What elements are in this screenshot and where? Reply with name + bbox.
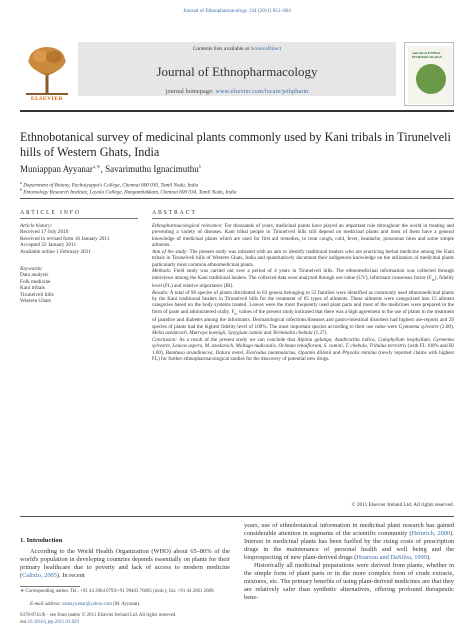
introduction-right-paragraph: years, use of ethnobotanical information in medicinal plant research has gained considerable attention in segments of the scientific community (Heinrich, 2000). Interest in medicinal plants has been fuelled by the rising costs of prescription drugs in the maintenance of personal health and well being and the bioprospecting of new plant-derived drugs (Hoareau and DaSilva, 1999). Historically all medicinal preparations were derived from plants, whether in the simple form of plant parts or in the more complex form of crude extracts, mixtures, etc. The primary benefits of using plant-derived medicines are that they are relatively safer than synthetic alternatives, offering profound therapeutic bene- bbox=[244, 522, 454, 602]
author-2: Savarimuthu Ignacimuthu bbox=[105, 164, 199, 174]
elsevier-tree-logo bbox=[20, 42, 74, 98]
corresponding-author-note: ∗ Corresponding author. Tel.: +91 44 2664 0793/+91 99403 76005 (mob.); fax: +91 44 2661 2689. bbox=[20, 589, 215, 594]
revised-date: Received in revised form 16 January 2011 bbox=[20, 235, 110, 242]
accepted-date: Accepted 22 January 2011 bbox=[20, 242, 77, 249]
journal-title: Journal of Ethnopharmacology bbox=[156, 64, 318, 79]
email-link[interactable]: asmayyanar@yahoo.com bbox=[62, 602, 112, 607]
keyword: Data analysis bbox=[20, 272, 49, 279]
affiliation-b-text: Entomology Research Institute, Loyola College, Nungambakkam, Chennai 600 034, Tamil Nadu, India bbox=[23, 189, 237, 196]
keyword: Folk medicine bbox=[20, 278, 51, 285]
sciencedirect-link[interactable]: ScienceDirect bbox=[250, 46, 282, 52]
abstract-conclusion: Conclusion: As a result of the present study we can conclude that Alpinia galanga, Azadirachta indica, Calophyllum inophyllum, Gymnema sylvestre, Leucas aspera, M. azedarach, Mollugo nudicaulis, Ocimum tenuiflorum, S. cumini, T. chebula, Tribulus terrestris (with FL 100% and RI 1.00), Bambusa arundinacea, Datura metel, Evolvulus nummularius, Opuntia dillenii and Physalis minima (newly reported claims with highest FL) for further ethnopharmacological studies for the discovery of potential new drugs. bbox=[152, 336, 454, 363]
keyword: Western Ghats bbox=[20, 298, 51, 305]
abstract-aim: Aim of the study: The present study was initiated with an aim to identify traditional healers who are practicing herbal medicine among the Kani tribals in Tirunelveli hills of Western Ghats, India and quantitatively document their indigenous knowledge on the utilization of medicinal plants particularly most common ethnomedicinal plants. bbox=[152, 248, 454, 268]
introduction-heading: 1. Introduction bbox=[20, 537, 63, 544]
abstract-bottom-rule bbox=[20, 516, 454, 517]
author-separator: , bbox=[100, 164, 106, 174]
online-date: Available online 1 February 2011 bbox=[20, 248, 91, 255]
journal-cover-thumbnail bbox=[404, 42, 454, 106]
abstract-methods: Methods: Field study was carried out over a period of 4 years in Tirunelveli hills. The ethnomedicinal information was collected through interviews among the Kani traditional healers. The collected data were analyzed through use value (UV), informant consensus factor $(F_{ic})$, fidelity level (FL) and relative importance (RI). bbox=[152, 268, 454, 290]
author-1-marks[interactable]: a,∗ bbox=[92, 165, 101, 170]
author-2-marks[interactable]: b bbox=[198, 165, 202, 170]
affiliation-a-mark: a bbox=[20, 180, 22, 185]
keywords-label: Keywords: bbox=[20, 266, 43, 272]
keyword: Tirunelveli hills bbox=[20, 291, 54, 298]
running-head: Journal of Ethnopharmacology 134 (2011) 851–864 bbox=[183, 8, 291, 14]
issn-line: 0378-8741/$ – see front matter © 2011 Elsevier Ireland Ltd. All rights reserved. bbox=[20, 613, 177, 618]
journal-homepage bbox=[78, 89, 396, 95]
introduction-left-paragraph: According to the World Health Organization (WHO) about 65–80% of the world's population in developing countries depends essentially on plants for their primary healthcare due to poverty and lack of access to modern medicine (Calixto, 2005). In recent bbox=[20, 548, 230, 580]
abstract-body bbox=[152, 223, 454, 363]
article-title: Ethnobotanical survey of medicinal plants commonly used by Kani tribals in Tirunelveli hills of Western Ghats, India bbox=[20, 130, 451, 159]
abstract-rule bbox=[152, 218, 454, 219]
cover-image bbox=[416, 64, 446, 94]
doi-link[interactable]: 10.1016/j.jep.2011.01.029 bbox=[27, 620, 79, 625]
copyright-notice: © 2011 Elsevier Ireland Ltd. All rights reserved. bbox=[351, 502, 454, 508]
email-note: E-mail address: asmayyanar@yahoo.com (M. Ayyanar). bbox=[30, 602, 141, 607]
cover-title: Journal of ETHNO-PHARMACOLOGY bbox=[412, 51, 443, 59]
contents-prefix: Contents lists available at bbox=[192, 46, 251, 52]
citation-link[interactable]: Heinrich, 2000 bbox=[411, 530, 451, 538]
citation-link[interactable]: Calixto, 2005 bbox=[22, 572, 57, 580]
history-label: Article history: bbox=[20, 223, 53, 229]
elsevier-wordmark: ELSEVIER bbox=[30, 96, 64, 102]
contents-line bbox=[78, 46, 396, 52]
affiliation-rule bbox=[20, 198, 454, 199]
homepage-prefix: journal homepage: bbox=[165, 89, 216, 95]
author-1: Muniappan Ayyanar bbox=[20, 164, 93, 174]
abstract-results: Results: A total of 90 species of plants distributed in 83 genera belonging to 52 families were identified as commonly used ethnomedicinal plants by the Kani traditional healers in Tirunelveli hills for the treatment of 65 types of ailments. These ailments were categorized into 15 ailment categories based on the body systems treated. Leaves were the most frequently used plant parts and most of the medicines were prepared in the form of paste and administered orally. $F_{ic}$ values of the present study indicated that there was a high agreement in the use of plants in the treatment of jaundice and diabetes among the informants. Dermatological infections/diseases and gastro-intestinal disorders had highest use-reports and 29 species of plants had the highest fidelity level of 100%. The most important species according to their use value were Gymnema sylvestre (2.00), Melia azedarach, Murraya koenigii, Syzygium cumini and Terminalia chebula (1.27). bbox=[152, 289, 454, 337]
abstract-relevance: Ethnopharmacological relevance: For thousands of years, medicinal plants have played an important role throughout the world in treating and preventing a variety of diseases. Kani tribal people in Tirunelveli hills still depend on medicinal plants and most of them have a general knowledge of medicinal plants which are used for first aid remedies, to treat cough, cold, fever, headache, poisonous bites and some simple ailments. bbox=[152, 223, 454, 249]
keywords-block bbox=[20, 266, 138, 304]
affiliation-b-mark: b bbox=[20, 187, 22, 192]
affiliation-b bbox=[20, 187, 236, 196]
keyword: Kani tribals bbox=[20, 285, 45, 292]
affiliation-a-text: Department of Botany, Pachaiyappa's College, Chennai 600 030, Tamil Nadu, India bbox=[23, 182, 199, 189]
introduction-right-paragraph-2: Historically all medicinal preparations were derived from plants, whether in the simple form of plant parts or in the more complex form of crude extracts, mixtures, etc. The primary benefits of using plant-derived medicines are that they are relatively safer than synthetic alternatives, offering profound therapeutic bene- bbox=[244, 562, 454, 602]
received-date: Received 17 July 2010 bbox=[20, 229, 69, 236]
homepage-url[interactable]: www.elsevier.com/locate/jethpharm bbox=[215, 89, 309, 95]
citation-link[interactable]: Hoareau and DaSilva, 1999 bbox=[356, 554, 427, 562]
article-history bbox=[20, 223, 138, 255]
header-rule bbox=[20, 110, 454, 112]
article-info-heading: ARTICLE INFO bbox=[20, 210, 81, 216]
doi-line: doi:10.1016/j.jep.2011.01.029 bbox=[20, 620, 79, 625]
footnote-rule bbox=[20, 586, 80, 587]
article-info-rule bbox=[20, 218, 138, 219]
abstract-heading: ABSTRACT bbox=[152, 210, 197, 216]
author-line bbox=[20, 164, 201, 174]
